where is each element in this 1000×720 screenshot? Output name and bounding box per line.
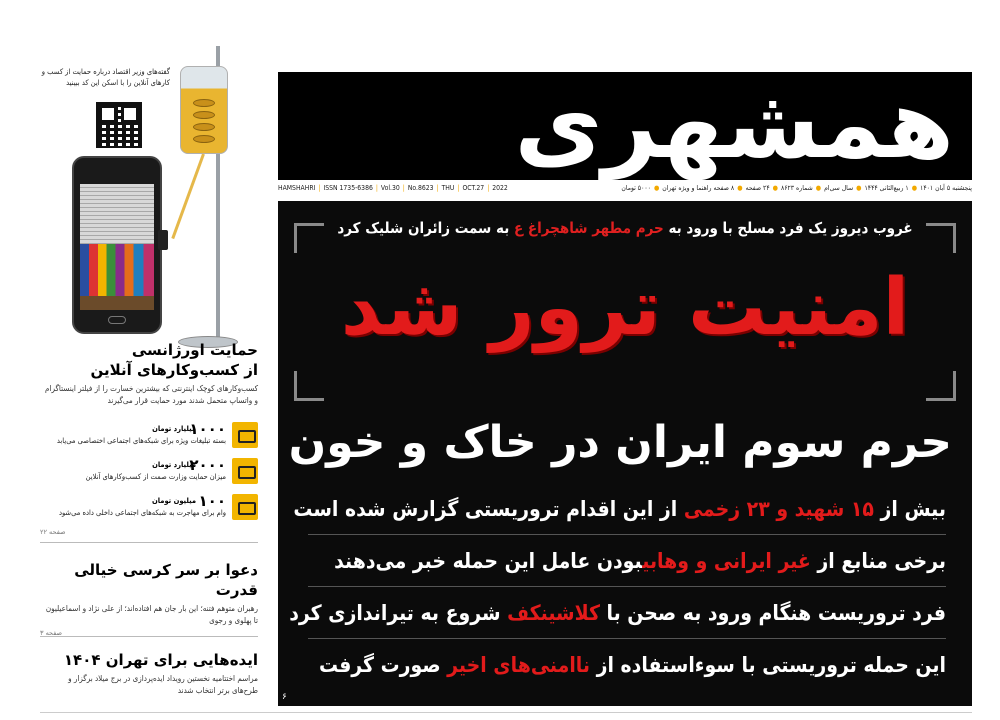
shopping-cart-icon — [232, 458, 258, 484]
date-persian: پنجشنبه ۵ آبان ۱۴۰۱ — [920, 184, 972, 192]
page-number: ۶ — [282, 692, 287, 702]
masthead — [278, 72, 972, 180]
sidebar — [40, 40, 258, 712]
story-body: کسب‌وکارهای کوچک اینترنتی که بیشترین خسارت را از فیلتر اینستاگرام و واتساپ متحمل شدند مورد حمایت قرار می‌گیرند — [45, 384, 258, 405]
page-count: ۲۴ صفحه — [745, 184, 770, 192]
issue-info-latin: HAMSHAHRI | ISSN 1735-6386 | Vol.30 | No.8623 | THU | OCT.27 | 2022 — [278, 184, 508, 192]
supplement-pages: ۸ صفحه راهنما و ویژه تهران — [662, 184, 735, 192]
story-body: مراسم اختتامیه نخستین رویداد ایده‌پردازی در برج میلاد برگزار و طرح‌های برتر انتخاب شدند — [68, 674, 258, 695]
weekday-latin: THU — [441, 184, 455, 192]
frame-corner — [926, 371, 956, 401]
paper-name-latin: HAMSHAHRI — [278, 184, 316, 192]
lead-bullet: بیش از ۱۵ شهید و ۲۳ زخمی از این اقدام تروریستی گزارش شده است — [308, 483, 946, 535]
page-ref: صفحه ۳ — [40, 629, 63, 637]
sidebar-main-story[interactable] — [40, 340, 258, 407]
lead-headline: امنیت ترور شد — [340, 263, 910, 353]
story-title: دعوا بر سر کرسی خیالی قدرت — [74, 561, 258, 599]
frame-corner — [294, 371, 324, 401]
shop-illustration — [80, 184, 154, 310]
qr-caption: گفته‌های وزیر اقتصاد درباره حمایت از کسب و کارهای آنلاین را با اسکن این کد ببینید — [41, 67, 170, 87]
lead-bullet-list — [289, 483, 946, 691]
newspaper-logo: همشهری — [514, 72, 954, 180]
lead-story-panel — [278, 201, 972, 706]
issue-number: No.8623 — [407, 184, 434, 192]
volume: Vol.30 — [380, 184, 400, 192]
qr-code-icon[interactable] — [96, 102, 142, 148]
stat-item: ۱۰۰ میلیون تومان وام برای مهاجرت به شبکه‌های اجتماعی داخلی داده می‌شود — [40, 494, 258, 524]
lead-subhead: حرم سوم ایران در خاک و خون — [288, 417, 952, 468]
stats-page-ref: صفحه ۲۲ — [40, 528, 66, 536]
advertisement-illustration — [40, 40, 258, 330]
lead-bullet: برخی منابع از غیر ایرانی و وهابیبودن عامل این حمله خبر می‌دهند — [308, 535, 946, 587]
bottom-rule — [40, 712, 972, 713]
sidebar-story-2[interactable] — [40, 560, 258, 637]
divider — [40, 636, 258, 637]
story-title: حمایت اورژانسی از کسب‌وکارهای آنلاین — [90, 341, 258, 379]
plug-icon — [158, 230, 168, 250]
issn: ISSN 1735-6386 — [323, 184, 373, 192]
issue-info-bar — [278, 182, 972, 194]
home-button-icon — [108, 316, 126, 324]
money-icon — [232, 422, 258, 448]
iv-tube-icon — [171, 153, 205, 239]
stat-item: ۱۰۰۰ میلیارد تومان بسته تبلیغات ویژه برای شبکه‌های اجتماعی اختصاصی می‌یابد — [40, 422, 258, 452]
coins-icon — [232, 494, 258, 520]
stat-item: ۲۰۰۰ میلیارد تومان میزان حمایت وزارت صمت از کسب‌وکارهای آنلاین — [40, 458, 258, 488]
issue-number-persian: شماره ۸۶۲۳ — [780, 184, 813, 192]
year-of-publication: سال سی‌ام — [824, 184, 854, 192]
iv-bag-icon — [180, 66, 228, 154]
kicker-highlight: حرم مطهر شاهچراغ ع — [513, 219, 664, 237]
story-body: رهبران متوهم فتنه؛ این بار جان هم افتاده‌اند؛ از علی نژاد و اسماعیلیون تا پهلوی و رجوی — [45, 604, 258, 625]
issue-info-persian: پنجشنبه ۵ آبان ۱۴۰۱ ● ۱ ربیع‌الثانی ۱۴۴۴ ● سال سی‌ام ● شماره ۸۶۲۳ ● ۲۴ صفحه ● ۸ صفحه راهنما و ویژه تهران ● ۵۰۰۰ تومان — [621, 184, 972, 192]
date-hijri: ۱ ربیع‌الثانی ۱۴۴۴ — [864, 184, 909, 192]
sidebar-story-3[interactable] — [40, 650, 258, 697]
clothes-rack-icon — [80, 244, 154, 310]
divider — [40, 542, 258, 543]
shop-shutter-icon — [80, 184, 154, 244]
price: ۵۰۰۰ تومان — [621, 184, 651, 192]
year-latin: 2022 — [492, 184, 508, 192]
lead-kicker: غروب دیروز یک فرد مسلح با ورود به حرم مطهر شاهچراغ ع به سمت زائران شلیک کرد — [337, 219, 913, 237]
story-title: ایده‌هایی برای تهران ۱۴۰۴ — [63, 651, 258, 669]
lead-bullet: فرد تروریست هنگام ورود به صحن با کلاشینکف شروع به تیراندازی کرد — [308, 587, 946, 639]
lead-bullet: این حمله تروریستی با سوءاستفاده از ناامنی‌های اخیر صورت گرفت — [318, 653, 946, 677]
smartphone-icon — [72, 156, 162, 334]
date-latin: OCT.27 — [462, 184, 485, 192]
